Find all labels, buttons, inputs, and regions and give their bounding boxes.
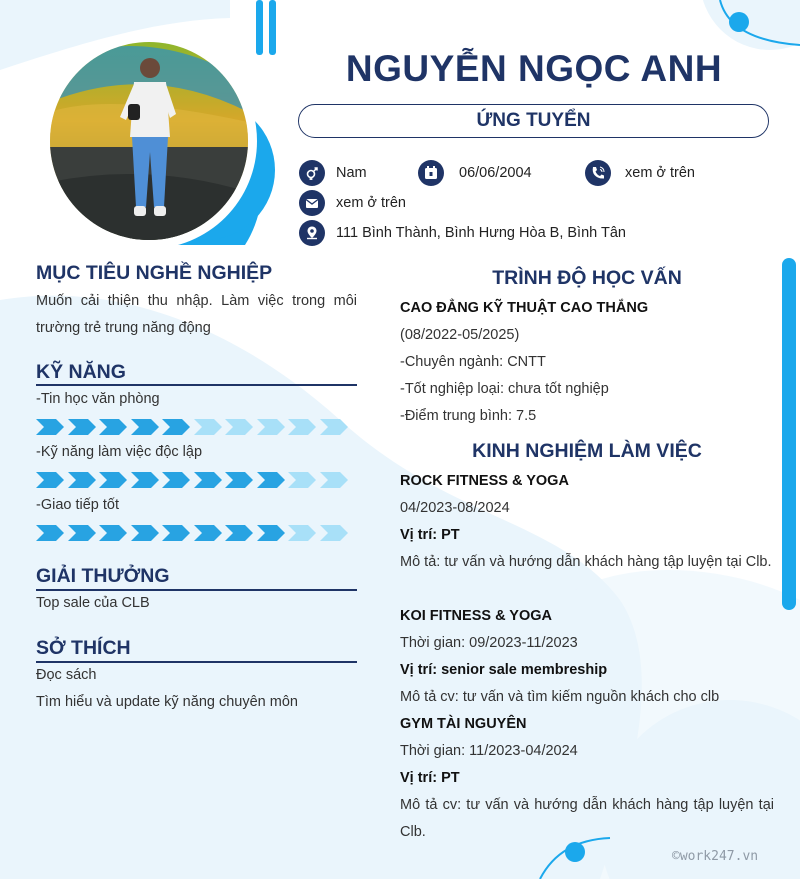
phone-value: xem ở trên bbox=[625, 165, 695, 181]
skill-chevron-filled bbox=[99, 419, 127, 435]
skill-chevron-filled bbox=[68, 525, 96, 541]
education-major: -Chuyên ngành: CNTT bbox=[400, 354, 546, 370]
skill-chevron-empty bbox=[320, 419, 348, 435]
skill-chevron-filled bbox=[68, 472, 96, 488]
skill-rating-0 bbox=[36, 419, 356, 435]
education-period: (08/2022-05/2025) bbox=[400, 327, 520, 343]
email-value: xem ở trên bbox=[336, 195, 406, 211]
job-company: ROCK FITNESS & YOGA bbox=[400, 473, 569, 489]
gender-icon bbox=[299, 160, 325, 186]
job-description: Mô tả cv: tư vấn và hướng dẫn khách hàng tập luyện tại Clb. bbox=[400, 797, 774, 840]
skill-chevron-filled bbox=[162, 525, 190, 541]
applied-position: ỨNG TUYỂN bbox=[298, 104, 769, 138]
skill-chevron-filled bbox=[162, 419, 190, 435]
skill-chevron-empty bbox=[320, 472, 348, 488]
skill-chevron-filled bbox=[257, 525, 285, 541]
skill-chevron-filled bbox=[36, 419, 64, 435]
education-grade: -Tốt nghiệp loại: chưa tốt nghiệp bbox=[400, 381, 609, 397]
skill-chevron-empty bbox=[288, 472, 316, 488]
hobby-item: Đọc sách bbox=[36, 667, 97, 683]
job-time: Thời gian: 09/2023-11/2023 bbox=[400, 635, 578, 651]
skill-chevron-filled bbox=[225, 525, 253, 541]
skill-chevron-filled bbox=[131, 472, 159, 488]
skill-chevron-filled bbox=[257, 472, 285, 488]
address-value: 111 Bình Thành, Bình Hưng Hòa B, Bình Tân bbox=[336, 225, 626, 241]
phone-icon bbox=[585, 160, 611, 186]
skill-label: -Tin học văn phòng bbox=[36, 391, 160, 407]
skill-chevron-empty bbox=[288, 419, 316, 435]
skill-chevron-filled bbox=[36, 472, 64, 488]
skill-chevron-filled bbox=[36, 525, 64, 541]
email-icon bbox=[299, 190, 325, 216]
job-role: Vị trí: senior sale membreship bbox=[400, 662, 608, 678]
education-title: TRÌNH ĐỘ HỌC VẤN bbox=[492, 267, 682, 289]
job-company: KOI FITNESS & YOGA bbox=[400, 608, 553, 624]
skill-rating-2 bbox=[36, 525, 356, 541]
job-role: Vị trí: PT bbox=[400, 527, 460, 543]
calendar-icon bbox=[418, 160, 444, 186]
skill-chevron-empty bbox=[194, 419, 222, 435]
skill-rating-1 bbox=[36, 472, 356, 488]
watermark: ©work247.vn bbox=[672, 849, 759, 864]
hobbies-title: SỞ THÍCH bbox=[36, 637, 131, 659]
birthday-value: 06/06/2004 bbox=[459, 165, 532, 181]
job-time: 04/2023-08/2024 bbox=[400, 500, 510, 516]
school-name: CAO ĐẲNG KỸ THUẬT CAO THẮNG bbox=[400, 300, 649, 316]
skill-chevron-filled bbox=[99, 472, 127, 488]
job-description: Mô tả cv: tư vấn và tìm kiếm nguồn khách cho clb bbox=[400, 689, 720, 705]
skill-chevron-empty bbox=[225, 419, 253, 435]
job-company: GYM TÀI NGUYÊN bbox=[400, 716, 527, 732]
skill-chevron-empty bbox=[320, 525, 348, 541]
avatar bbox=[50, 42, 248, 240]
skills-title: KỸ NĂNG bbox=[36, 361, 126, 383]
objective-title: MỤC TIÊU NGHỀ NGHIỆP bbox=[36, 262, 273, 284]
skill-label: -Kỹ năng làm việc độc lập bbox=[36, 444, 203, 460]
job-role: Vị trí: PT bbox=[400, 770, 460, 786]
skill-label: -Giao tiếp tốt bbox=[36, 497, 120, 513]
skill-chevron-filled bbox=[131, 419, 159, 435]
experience-title: KINH NGHIỆM LÀM VIỆC bbox=[472, 440, 702, 462]
skill-chevron-filled bbox=[131, 525, 159, 541]
skill-chevron-filled bbox=[194, 472, 222, 488]
hobby-item: Tìm hiểu và update kỹ năng chuyên môn bbox=[36, 694, 298, 710]
skill-chevron-filled bbox=[225, 472, 253, 488]
objective-text: Muốn cải thiện thu nhập. Làm việc trong môi trường trẻ trung năng động bbox=[36, 293, 357, 336]
job-description: Mô tả: tư vấn và hướng dẫn khách hàng tập luyện tại Clb. bbox=[400, 554, 772, 570]
location-icon bbox=[299, 220, 325, 246]
award-item: Top sale của CLB bbox=[36, 595, 150, 611]
job-time: Thời gian: 11/2023-04/2024 bbox=[400, 743, 578, 759]
awards-title: GIẢI THƯỞNG bbox=[36, 565, 170, 587]
skill-chevron-empty bbox=[257, 419, 285, 435]
education-gpa: -Điểm trung bình: 7.5 bbox=[400, 408, 537, 424]
skill-chevron-filled bbox=[194, 525, 222, 541]
skill-chevron-filled bbox=[99, 525, 127, 541]
skill-chevron-filled bbox=[68, 419, 96, 435]
skill-chevron-empty bbox=[288, 525, 316, 541]
skill-chevron-filled bbox=[162, 472, 190, 488]
candidate-name: NGUYỄN NGỌC ANH bbox=[345, 48, 723, 89]
gender-value: Nam bbox=[336, 165, 367, 181]
